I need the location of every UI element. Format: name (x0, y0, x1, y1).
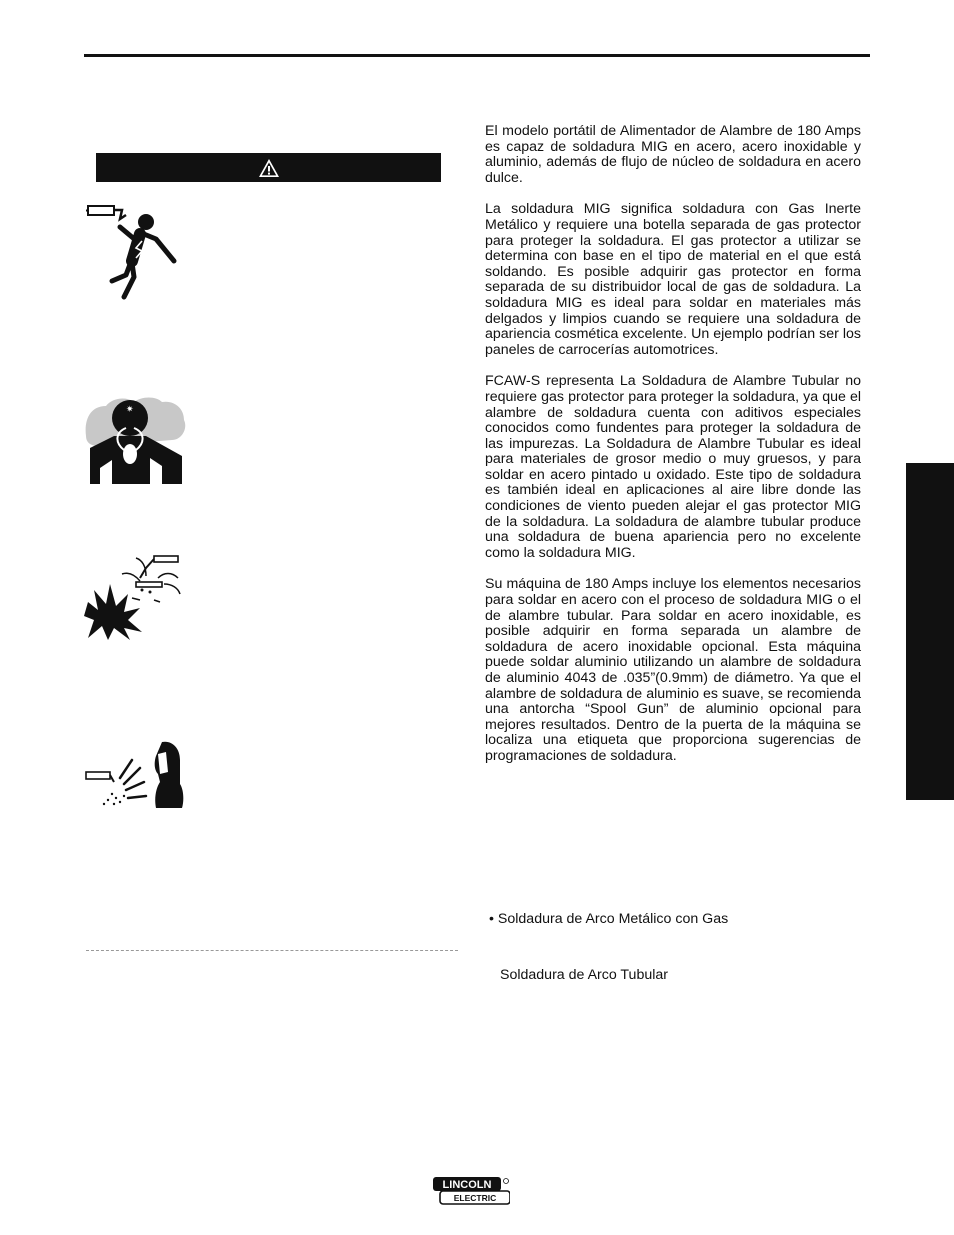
warning-triangle-icon (258, 158, 280, 178)
fire-explosion-icon (84, 554, 186, 642)
list-item: Soldadura de Arco Tubular (500, 967, 668, 983)
description-column (485, 124, 861, 781)
paragraph-machine: Su máquina de 180 Amps incluye los elementos necesarios para soldar en acero con el proceso de soldadura MIG o el de alambre tubular. Para soldar en acero inoxidable, es posible adquirir en forma separada un alambre de soldadura de acero inoxidable opcional. Esta máquina puede soldar aluminio utilizando un alambre de soldadura de aluminio 4043 de .035”(0.9mm) de diámetro. Ya que el alambre de soldadura de aluminio es suave, se recomienda una antorcha “Spool Gun” de aluminio opcional para mejores resultados. Dentro de la puerta de la máquina se localiza una etiqueta que proporciona sugerencias de programaciones de soldadura. (485, 576, 861, 764)
top-rule (84, 54, 870, 57)
logo-line1: LINCOLN (442, 1179, 492, 1191)
svg-text:✷: ✷ (126, 405, 134, 415)
logo-line2: ELECTRIC (453, 1193, 497, 1203)
arc-rays-icon (84, 738, 188, 810)
paragraph-intro: El modelo portátil de Alimentador de Alambre de 180 Amps es capaz de soldadura MIG en acero, acero inoxidable y aluminio, además de flujo de núcleo de soldadura en acero dulce. (485, 123, 861, 186)
paragraph-fcaw: FCAW-S representa La Soldadura de Alambre Tubular no requiere gas protector para proteger la soldadura, ya que el alambre de soldadura cuenta con aditivos especiales conocidos como fundentes para proteger la soldadura de las impurezas. La Soldadura de Alambre Tubular es ideal para materiales de grosor medio o muy gruesos, y para soldar en acero pintado u oxidado. Este tipo de soldadura es también ideal en aplicaciones al aire libre donde las condiciones de viento pueden alejar el gas protector MIG de la soldadura. La soldadura de alambre tubular produce una soldadura de buena apariencia pero no excelente como la soldadura MIG. (485, 373, 861, 561)
electric-shock-icon (84, 203, 184, 303)
warning-header-bar (96, 153, 441, 182)
list-item: • Soldadura de Arco Metálico con Gas (489, 911, 729, 927)
paragraph-mig: La soldadura MIG significa soldadura con Gas Inerte Metálico y requiere una botella separada de gas protector para proteger la soldadura. El gas protector a utilizar se determina con base en el tipo de material en el que está soldando. Es posible adquirir gas protector en forma separada de su distribuidor local de gas de soldadura. La soldadura MIG es ideal para soldar en materiales más delgados y limpios cuando se requiere una soldadura de apariencia cosmética excelente. Un ejemplo podrían ser los paneles de carrocerías automotrices. (485, 201, 861, 358)
section-divider (86, 950, 458, 951)
fumes-gases-icon (84, 392, 190, 486)
section-side-tab (906, 463, 954, 800)
lincoln-electric-logo (432, 1176, 510, 1206)
